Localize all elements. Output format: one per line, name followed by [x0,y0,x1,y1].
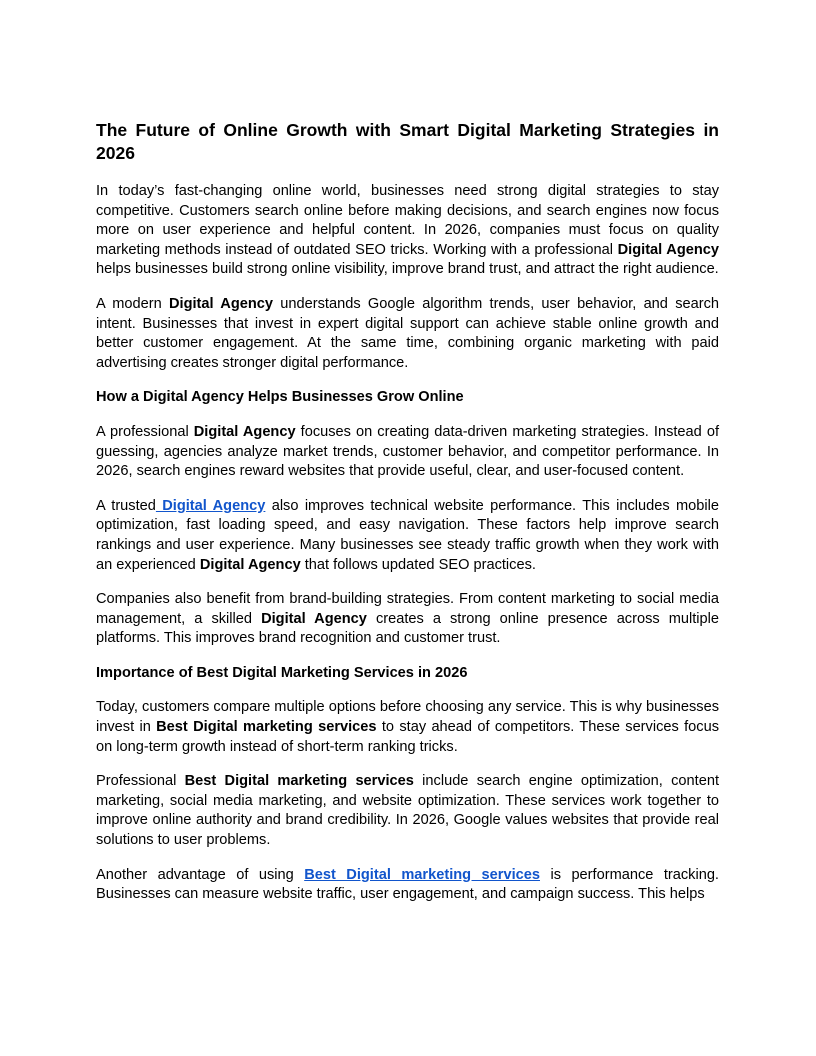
text-run: focuses on creating data-driven marketing strategies. Instead of guessing, agencies analyze market trends, customer behavior, and competitor performance. In 2026, search engines reward websites that provide useful, clear, and user-focused content. [96,423,719,480]
text-run: A professional [96,423,194,440]
marketing-services-link[interactable]: Best Digital marketing services [304,866,540,883]
section1-paragraph-1 [96,423,719,482]
bold-term: Digital Agency [199,556,301,573]
text-run: understands Google algorithm trends, user behavior, and search intent. Businesses that invest in expert digital support can achieve stable online growth and better customer engagement. At the same time, combining organic marketing with paid advertising creates stronger digital performance. [96,295,719,371]
bold-term: Best Digital marketing services [184,773,414,790]
text-run: also improves technical website performance. This includes mobile optimization, fast loading speed, and easy navigation. These factors help improve search rankings and user experience. Many businesses see steady traffic growth when they work with an experienced [96,497,719,573]
text-run: Professional [96,773,185,790]
digital-agency-link[interactable]: Digital Agency [155,497,266,514]
bold-term: Digital Agency [617,241,719,258]
text-run: Another advantage of using [96,866,305,883]
text-run: is performance tracking. Businesses can measure website traffic, user engagement, and campaign success. This helps [96,866,719,903]
bold-term: Digital Agency [168,295,274,312]
section2-paragraph-1 [96,698,719,757]
section2-paragraph-3 [96,866,719,905]
bold-term: Digital Agency [193,423,296,440]
intro-paragraph-1 [96,182,719,280]
intro-paragraph-2 [96,295,719,373]
text-run: include search engine optimization, content marketing, social media marketing, and website optimization. These services work together to improve online authority and brand credibility. In 2026, Google values websites that provide real solutions to user problems. [96,773,719,849]
text-run: Today, customers compare multiple options before choosing any service. This is why businesses invest in [96,699,719,736]
section2-paragraph-2 [96,772,719,850]
bold-term: Best Digital marketing services [156,719,377,736]
section1-paragraph-2 [96,497,719,575]
section-heading-marketing-services: Importance of Best Digital Marketing Services in 2026 [96,664,468,681]
text-run: In today’s fast-changing online world, businesses need strong digital strategies to stay competitive. Customers search online before making decisions, and search engines now focus more on user experience and helpful content. In 2026, companies must focus on quality marketing methods instead of outdated SEO tricks. Working with a professional [96,183,719,258]
text-run: A trusted [96,497,156,514]
text-run: helps businesses build strong online visibility, improve brand trust, and attract the right audience. [96,261,719,278]
text-run: that follows updated SEO practices. [300,556,536,573]
document-page [96,119,719,920]
text-run: creates a strong online presence across multiple platforms. This improves brand recognition and customer trust. [96,610,720,647]
text-run: Companies also benefit from brand-building strategies. From content marketing to social media management, a skilled [96,591,719,627]
section1-paragraph-3 [96,590,719,649]
text-run: A modern [96,295,169,312]
section-heading-digital-agency: How a Digital Agency Helps Businesses Grow Online [96,389,464,406]
text-run: to stay ahead of competitors. These services focus on long-term growth instead of short-term ranking tricks. [96,719,720,755]
bold-term: Digital Agency [261,610,367,627]
page-title: The Future of Online Growth with Smart Digital Marketing Strategies in 2026 [96,120,719,163]
